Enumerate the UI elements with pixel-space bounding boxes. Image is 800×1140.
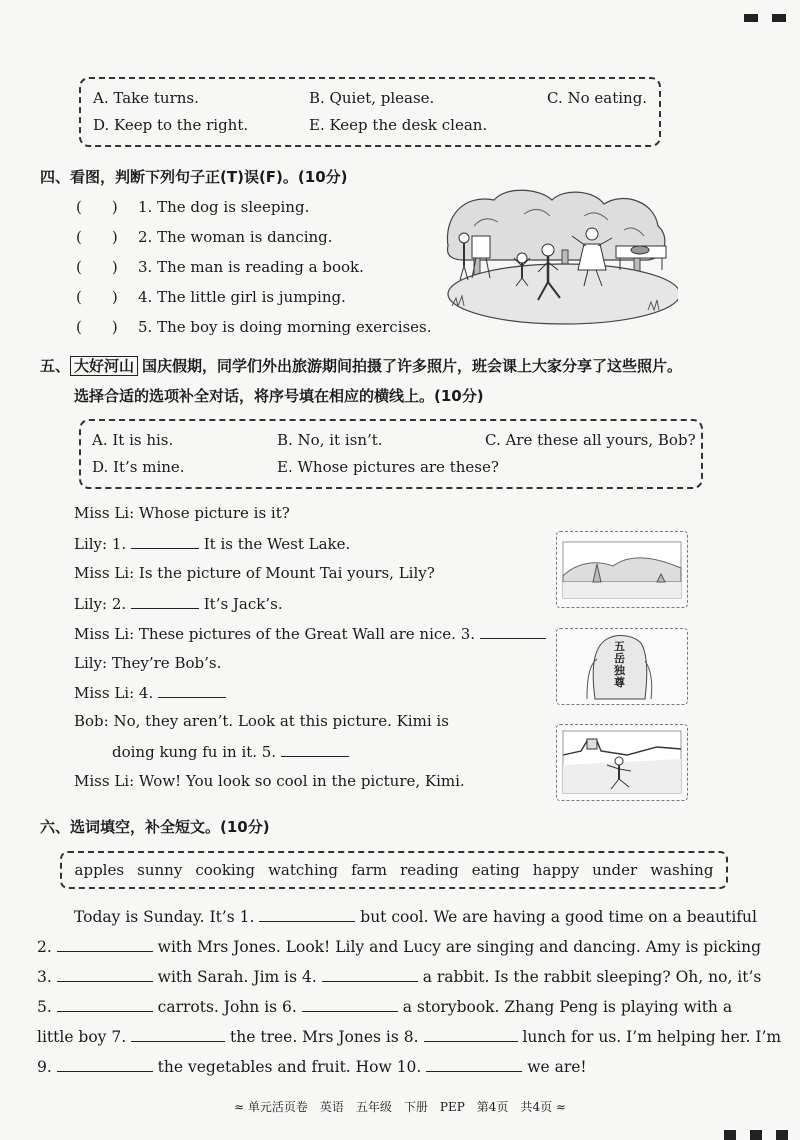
section5-heading-line1: 五、 大好河山 国庆假期，同学们外出旅游期间拍摄了许多照片，班会课上大家分享了这些照片。	[40, 357, 683, 375]
answer-blank	[259, 907, 355, 922]
dialogue-line: Miss Li: These pictures of the Great Wall are nice. 3.	[74, 624, 546, 643]
options-box-top	[79, 77, 661, 147]
answer-blank	[302, 997, 398, 1012]
west-lake-photo	[556, 531, 688, 608]
option-d: D. It’s mine.	[92, 458, 185, 476]
section5-heading-line2: 选择合适的选项补全对话，将序号填在相应的横线上。(10分)	[74, 387, 484, 405]
answer-blank	[158, 683, 226, 698]
word-bank-item: farm	[351, 861, 387, 879]
answer-blank	[426, 1057, 522, 1072]
option-d: D. Keep to the right.	[93, 116, 249, 134]
dialogue-line: Miss Li: Wow! You look so cool in the picture, Kimi.	[74, 772, 465, 790]
answer-blank	[57, 1057, 153, 1072]
answer-blank	[131, 1027, 225, 1042]
tf-item: ( ) 3. The man is reading a book.	[76, 258, 364, 276]
word-bank	[60, 851, 728, 889]
option-e: E. Whose pictures are these?	[277, 458, 499, 476]
dialogue-line: doing kung fu in it. 5.	[112, 742, 349, 761]
answer-blank	[131, 594, 199, 609]
option-c: C. No eating.	[547, 89, 648, 107]
word-bank-item: eating	[471, 861, 520, 879]
passage-line: 9. the vegetables and fruit. How 10. we are!	[37, 1058, 587, 1076]
option-e: E. Keep the desk clean.	[309, 116, 488, 134]
word-bank-item: sunny	[137, 861, 183, 879]
option-b: B. Quiet, please.	[309, 89, 435, 107]
option-b: B. No, it isn’t.	[277, 431, 383, 449]
answer-blank	[480, 624, 546, 639]
great-wall-photo	[556, 724, 688, 801]
option-a: A. Take turns.	[93, 89, 199, 107]
passage-line: little boy 7. the tree. Mrs Jones is 8. lunch for us. I’m helping her. I’m	[37, 1028, 782, 1046]
passage-line: Today is Sunday. It’s 1. but cool. We are having a good time on a beautiful	[74, 908, 757, 926]
answer-blank	[131, 534, 199, 549]
answer-blank	[57, 967, 153, 982]
word-bank-item: happy	[532, 861, 580, 879]
dialogue-line: Lily: 2. It’s Jack’s.	[74, 595, 283, 613]
dialogue-line: Bob: No, they aren’t. Look at this picture. Kimi is	[74, 712, 449, 730]
dialogue-line: Miss Li: Whose picture is it?	[74, 504, 290, 522]
mount-tai-photo	[556, 628, 688, 705]
answer-blank	[322, 967, 418, 982]
page-footer: ≈ 单元活页卷 英语 五年级 下册 PEP 第4页 共4页 ≈	[234, 1100, 566, 1114]
rock-inscription: 五岳独尊	[614, 640, 625, 689]
tf-item: ( ) 2. The woman is dancing.	[76, 228, 333, 246]
dialogue-line: Miss Li: Is the picture of Mount Tai yours, Lily?	[74, 564, 435, 582]
word-bank-item: washing	[650, 861, 714, 879]
word-bank-item: cooking	[195, 861, 255, 879]
option-a: A. It is his.	[92, 431, 174, 449]
answer-blank	[57, 997, 153, 1012]
corner-marks-bottom	[724, 1130, 788, 1140]
corner-marks-top	[744, 14, 786, 22]
answer-blank	[424, 1027, 518, 1042]
dialogue-line: Lily: They’re Bob’s.	[74, 654, 222, 672]
answer-blank	[281, 742, 349, 757]
answer-blank	[57, 937, 153, 952]
word-bank-item: reading	[400, 861, 459, 879]
tf-item: ( ) 1. The dog is sleeping.	[76, 198, 310, 216]
section4-heading: 四、看图，判断下列句子正(T)误(F)。(10分)	[40, 168, 348, 186]
passage-line: 5. carrots. John is 6. a storybook. Zhang Peng is playing with a	[37, 998, 733, 1016]
options-box-section5	[79, 419, 703, 489]
tf-item: ( ) 4. The little girl is jumping.	[76, 288, 346, 306]
tf-item: ( ) 5. The boy is doing morning exercises.	[76, 318, 432, 336]
passage-line: 2. with Mrs Jones. Look! Lily and Lucy are singing and dancing. Amy is picking	[37, 938, 762, 956]
dialogue-line: Miss Li: 4.	[74, 683, 226, 702]
passage-line: 3. with Sarah. Jim is 4. a rabbit. Is the rabbit sleeping? Oh, no, it’s	[37, 968, 762, 986]
section6-heading: 六、选词填空，补全短文。(10分)	[40, 818, 270, 836]
section5-tag: 大好河山	[70, 356, 138, 376]
word-bank-item: under	[592, 861, 638, 879]
option-c: C. Are these all yours, Bob?	[485, 431, 696, 449]
dialogue-line: Lily: 1. It is the West Lake.	[74, 535, 351, 553]
word-bank-item: watching	[268, 861, 339, 879]
word-bank-item: apples	[74, 861, 125, 879]
park-scene-illustration	[444, 186, 678, 326]
